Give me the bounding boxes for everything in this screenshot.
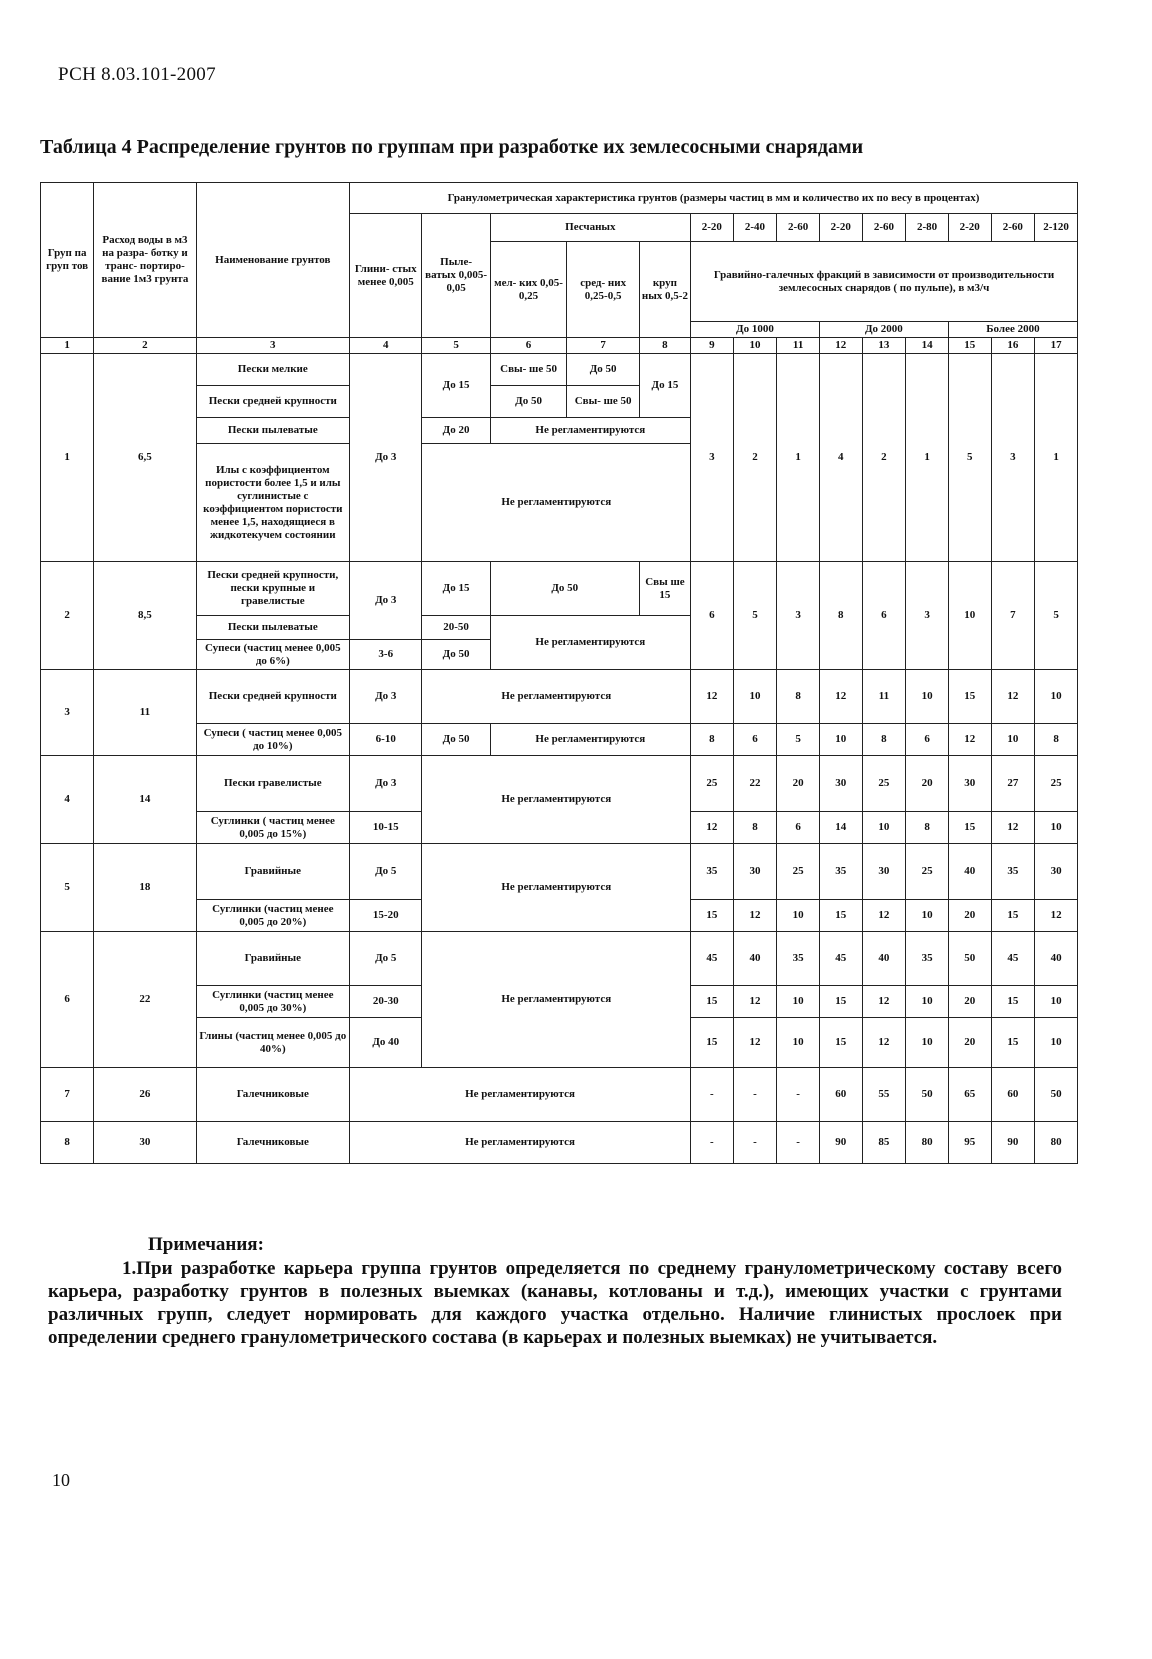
- clay-content: 6-10: [350, 724, 422, 756]
- gravel-value: 25: [906, 844, 949, 900]
- water-consumption: 11: [94, 670, 196, 756]
- header-gravel-size: 2-60: [862, 214, 906, 242]
- gravel-value: 8: [691, 724, 734, 756]
- column-number: 13: [862, 338, 906, 354]
- soil-name: Гравийные: [196, 844, 349, 900]
- gravel-value: 10: [948, 562, 991, 670]
- gravel-value: 80: [906, 1122, 949, 1164]
- gravel-value: 30: [862, 844, 906, 900]
- not-regulated: Не регламентируются: [350, 1122, 691, 1164]
- column-number: 2: [94, 338, 196, 354]
- gravel-value: 3: [691, 354, 734, 562]
- gravel-value: 27: [991, 756, 1035, 812]
- gravel-value: 35: [691, 844, 734, 900]
- header-granulometry: Гранулометрическая характеристика грунтов (размеры частиц в мм и количество их по весу в процентах): [350, 183, 1078, 214]
- gravel-value: -: [777, 1122, 820, 1164]
- group-number: 7: [41, 1068, 94, 1122]
- header-gravel-fractions: Гравийно-галечных фракций в зависимости от производительности землесосных снарядов ( по пульпе), в м3/ч: [691, 242, 1078, 322]
- gravel-value: 3: [777, 562, 820, 670]
- gravel-value: 55: [862, 1068, 906, 1122]
- header-productivity-2000: До 2000: [819, 322, 948, 338]
- page-number: 10: [52, 1470, 70, 1490]
- gravel-value: 35: [906, 932, 949, 986]
- sand-coarse: До 15: [639, 354, 690, 418]
- header-clay: Глини- стых менее 0,005: [350, 214, 422, 338]
- gravel-value: 20: [948, 1018, 991, 1068]
- gravel-value: 1: [777, 354, 820, 562]
- dust-content: До 50: [422, 724, 490, 756]
- gravel-value: 10: [1035, 986, 1078, 1018]
- gravel-value: 3: [991, 354, 1035, 562]
- gravel-value: 10: [777, 900, 820, 932]
- gravel-value: 6: [691, 562, 734, 670]
- gravel-value: 80: [1035, 1122, 1078, 1164]
- gravel-value: 12: [862, 986, 906, 1018]
- column-number: 12: [819, 338, 862, 354]
- gravel-value: 1: [1035, 354, 1078, 562]
- gravel-value: 35: [819, 844, 862, 900]
- gravel-value: 40: [733, 932, 777, 986]
- clay-content: 10-15: [350, 812, 422, 844]
- gravel-value: 20: [906, 756, 949, 812]
- group-number: 1: [41, 354, 94, 562]
- column-number: 5: [422, 338, 490, 354]
- header-gravel-size: 2-80: [906, 214, 949, 242]
- notes-text: 1.При разработке карьера группа грунтов определяется по среднему гранулометрическому составу всего карьера, разработку грунтов в полезных выемках (канавы, котлованы и т.д.), имеющих участки с грунтами различных групп, следует нормировать для каждого участка отдельно. Наличие глинистых прослоек при определении среднего гранулометрического состава (в карьерах и полезных выемках) не учитывается.: [48, 1258, 1062, 1348]
- gravel-value: 65: [948, 1068, 991, 1122]
- gravel-value: 95: [948, 1122, 991, 1164]
- dust-content: До 15: [422, 354, 490, 418]
- gravel-value: 10: [1035, 1018, 1078, 1068]
- header-gravel-size: 2-40: [733, 214, 777, 242]
- gravel-value: 15: [819, 1018, 862, 1068]
- gravel-value: 5: [733, 562, 777, 670]
- soil-name: Суглинки (частиц менее 0,005 до 20%): [196, 900, 349, 932]
- not-regulated: Не регламентируются: [350, 1068, 691, 1122]
- gravel-value: 8: [906, 812, 949, 844]
- group-number: 6: [41, 932, 94, 1068]
- sand-medium: До 50: [567, 354, 639, 386]
- column-number: 8: [639, 338, 690, 354]
- table-title: Таблица 4 Распределение грунтов по группам при разработке их землесосными снарядами: [40, 136, 864, 158]
- dust-content: До 15: [422, 562, 490, 616]
- water-consumption: 14: [94, 756, 196, 844]
- gravel-value: 15: [691, 1018, 734, 1068]
- not-regulated: Не регламентируются: [422, 756, 691, 844]
- gravel-value: 25: [1035, 756, 1078, 812]
- header-sand-medium: сред- них 0,25-0,5: [567, 242, 639, 338]
- not-regulated: Не регламентируются: [422, 932, 691, 1068]
- gravel-value: 12: [991, 812, 1035, 844]
- gravel-value: 8: [777, 670, 820, 724]
- gravel-value: 6: [733, 724, 777, 756]
- not-regulated: Не регламентируются: [490, 616, 690, 670]
- gravel-value: 15: [948, 812, 991, 844]
- gravel-value: -: [777, 1068, 820, 1122]
- gravel-value: 4: [819, 354, 862, 562]
- gravel-value: 90: [819, 1122, 862, 1164]
- header-sand-fine: мел- ких 0,05- 0,25: [490, 242, 567, 338]
- gravel-value: 30: [819, 756, 862, 812]
- clay-content: До 40: [350, 1018, 422, 1068]
- gravel-value: -: [691, 1122, 734, 1164]
- gravel-value: 35: [777, 932, 820, 986]
- gravel-value: 12: [733, 1018, 777, 1068]
- table-container: [40, 182, 1078, 1164]
- group-number: 5: [41, 844, 94, 932]
- water-consumption: 30: [94, 1122, 196, 1164]
- gravel-value: 8: [819, 562, 862, 670]
- sand-content: До 50: [490, 562, 639, 616]
- gravel-value: 30: [948, 756, 991, 812]
- water-consumption: 8,5: [94, 562, 196, 670]
- header-group: Груп па груп тов: [41, 183, 94, 338]
- gravel-value: 10: [777, 1018, 820, 1068]
- header-sand: Песчаных: [490, 214, 690, 242]
- not-regulated: Не регламентируются: [490, 724, 690, 756]
- column-number: 16: [991, 338, 1035, 354]
- water-consumption: 18: [94, 844, 196, 932]
- gravel-value: 22: [733, 756, 777, 812]
- gravel-value: 15: [991, 1018, 1035, 1068]
- sand-medium: Свы- ше 50: [567, 386, 639, 418]
- gravel-value: 15: [991, 900, 1035, 932]
- column-number: 7: [567, 338, 639, 354]
- gravel-value: 5: [777, 724, 820, 756]
- gravel-value: 20: [948, 986, 991, 1018]
- gravel-value: 25: [691, 756, 734, 812]
- clay-content: До 5: [350, 844, 422, 900]
- gravel-value: 2: [733, 354, 777, 562]
- group-number: 2: [41, 562, 94, 670]
- header-gravel-size: 2-20: [691, 214, 734, 242]
- water-consumption: 6,5: [94, 354, 196, 562]
- soil-name: Глины (частиц менее 0,005 до 40%): [196, 1018, 349, 1068]
- gravel-value: 15: [819, 986, 862, 1018]
- header-dust: Пыле- ватых 0,005- 0,05: [422, 214, 490, 338]
- gravel-value: 10: [862, 812, 906, 844]
- notes-section: [48, 1233, 1062, 1349]
- gravel-value: 14: [819, 812, 862, 844]
- header-productivity-over-2000: Более 2000: [948, 322, 1077, 338]
- soil-name: Пески средней крупности: [196, 386, 349, 418]
- clay-content: До 5: [350, 932, 422, 986]
- header-water: Расход воды в м3 на разра- ботку и транс- портиро- вание 1м3 грунта: [94, 183, 196, 338]
- gravel-value: 15: [691, 900, 734, 932]
- gravel-value: 30: [733, 844, 777, 900]
- clay-content: До 3: [350, 562, 422, 640]
- gravel-value: 15: [948, 670, 991, 724]
- gravel-value: 35: [991, 844, 1035, 900]
- dust-content: 20-50: [422, 616, 490, 640]
- gravel-value: 15: [991, 986, 1035, 1018]
- soil-name: Пески пылеватые: [196, 418, 349, 444]
- gravel-value: 50: [948, 932, 991, 986]
- soil-groups-table: [40, 182, 1078, 1164]
- gravel-value: 5: [948, 354, 991, 562]
- gravel-value: -: [691, 1068, 734, 1122]
- group-number: 4: [41, 756, 94, 844]
- gravel-value: 1: [906, 354, 949, 562]
- column-number: 9: [691, 338, 734, 354]
- dust-content: До 20: [422, 418, 490, 444]
- gravel-value: 10: [777, 986, 820, 1018]
- column-number: 3: [196, 338, 349, 354]
- gravel-value: 12: [991, 670, 1035, 724]
- column-number: 1: [41, 338, 94, 354]
- clay-content: 20-30: [350, 986, 422, 1018]
- gravel-value: 10: [733, 670, 777, 724]
- gravel-value: 45: [819, 932, 862, 986]
- gravel-value: 12: [862, 900, 906, 932]
- soil-name: Пески средней крупности: [196, 670, 349, 724]
- header-soil-name: Наименование грунтов: [196, 183, 349, 338]
- group-number: 3: [41, 670, 94, 756]
- soil-name: Илы с коэффициентом пористости более 1,5 и илы суглинистые с коэффициентом пористости менее 1,5, находящиеся в жидкотекучем состоянии: [196, 444, 349, 562]
- gravel-value: 6: [862, 562, 906, 670]
- clay-content: 15-20: [350, 900, 422, 932]
- header-gravel-size: 2-120: [1035, 214, 1078, 242]
- gravel-value: 30: [1035, 844, 1078, 900]
- soil-name: Пески средней крупности, пески крупные и гравелистые: [196, 562, 349, 616]
- gravel-value: 85: [862, 1122, 906, 1164]
- gravel-value: 40: [862, 932, 906, 986]
- gravel-value: 2: [862, 354, 906, 562]
- header-sand-coarse: круп ных 0,5-2: [639, 242, 690, 338]
- gravel-value: 45: [691, 932, 734, 986]
- gravel-value: 6: [777, 812, 820, 844]
- soil-name: Гравийные: [196, 932, 349, 986]
- gravel-value: 5: [1035, 562, 1078, 670]
- soil-name: Пески мелкие: [196, 354, 349, 386]
- page-header-doc-code: РСН 8.03.101-2007: [58, 64, 216, 85]
- clay-content: До 3: [350, 756, 422, 812]
- gravel-value: 25: [777, 844, 820, 900]
- not-regulated: Не регламентируются: [422, 844, 691, 932]
- gravel-value: 8: [1035, 724, 1078, 756]
- gravel-value: 12: [948, 724, 991, 756]
- sand-fine: До 50: [490, 386, 567, 418]
- soil-name: Галечниковые: [196, 1068, 349, 1122]
- gravel-value: 6: [906, 724, 949, 756]
- column-number: 14: [906, 338, 949, 354]
- header-gravel-size: 2-20: [819, 214, 862, 242]
- header-gravel-size: 2-60: [991, 214, 1035, 242]
- group-number: 8: [41, 1122, 94, 1164]
- gravel-value: 10: [906, 670, 949, 724]
- column-number: 4: [350, 338, 422, 354]
- not-regulated: Не регламентируются: [422, 444, 691, 562]
- water-consumption: 26: [94, 1068, 196, 1122]
- gravel-value: 15: [691, 986, 734, 1018]
- soil-name: Супеси ( частиц менее 0,005 до 10%): [196, 724, 349, 756]
- column-number: 17: [1035, 338, 1078, 354]
- gravel-value: 60: [991, 1068, 1035, 1122]
- clay-content: До 3: [350, 354, 422, 562]
- gravel-value: 12: [733, 986, 777, 1018]
- gravel-value: 20: [948, 900, 991, 932]
- water-consumption: 22: [94, 932, 196, 1068]
- gravel-value: 8: [862, 724, 906, 756]
- gravel-value: 10: [1035, 670, 1078, 724]
- soil-name: Суглинки (частиц менее 0,005 до 30%): [196, 986, 349, 1018]
- gravel-value: 12: [1035, 900, 1078, 932]
- soil-name: Пески пылеватые: [196, 616, 349, 640]
- gravel-value: 12: [862, 1018, 906, 1068]
- gravel-value: 40: [1035, 932, 1078, 986]
- sand-fine: Свы- ше 50: [490, 354, 567, 386]
- gravel-value: 10: [906, 900, 949, 932]
- gravel-value: 12: [691, 670, 734, 724]
- gravel-value: 12: [691, 812, 734, 844]
- header-productivity-1000: До 1000: [691, 322, 820, 338]
- gravel-value: 15: [819, 900, 862, 932]
- sand-coarse: Свы ше 15: [639, 562, 690, 616]
- soil-name: Суглинки ( частиц менее 0,005 до 15%): [196, 812, 349, 844]
- gravel-value: 10: [1035, 812, 1078, 844]
- not-regulated: Не регламентируются: [490, 418, 690, 444]
- gravel-value: 60: [819, 1068, 862, 1122]
- soil-name: Пески гравелистые: [196, 756, 349, 812]
- header-gravel-size: 2-60: [777, 214, 820, 242]
- column-number: 6: [490, 338, 567, 354]
- gravel-value: -: [733, 1068, 777, 1122]
- gravel-value: 50: [906, 1068, 949, 1122]
- not-regulated: Не регламентируются: [422, 670, 691, 724]
- gravel-value: 11: [862, 670, 906, 724]
- gravel-value: 25: [862, 756, 906, 812]
- soil-name: Супеси (частиц менее 0,005 до 6%): [196, 640, 349, 670]
- gravel-value: 10: [906, 1018, 949, 1068]
- gravel-value: 90: [991, 1122, 1035, 1164]
- gravel-value: 40: [948, 844, 991, 900]
- gravel-value: 50: [1035, 1068, 1078, 1122]
- gravel-value: 12: [819, 670, 862, 724]
- gravel-value: 7: [991, 562, 1035, 670]
- column-number: 15: [948, 338, 991, 354]
- gravel-value: 10: [906, 986, 949, 1018]
- column-number: 10: [733, 338, 777, 354]
- gravel-value: 12: [733, 900, 777, 932]
- gravel-value: -: [733, 1122, 777, 1164]
- gravel-value: 8: [733, 812, 777, 844]
- soil-name: Галечниковые: [196, 1122, 349, 1164]
- dust-content: До 50: [422, 640, 490, 670]
- header-gravel-size: 2-20: [948, 214, 991, 242]
- notes-title: Примечания:: [148, 1234, 264, 1255]
- gravel-value: 10: [819, 724, 862, 756]
- clay-content: 3-6: [350, 640, 422, 670]
- gravel-value: 3: [906, 562, 949, 670]
- column-number: 11: [777, 338, 820, 354]
- gravel-value: 10: [991, 724, 1035, 756]
- clay-content: До 3: [350, 670, 422, 724]
- gravel-value: 45: [991, 932, 1035, 986]
- gravel-value: 20: [777, 756, 820, 812]
